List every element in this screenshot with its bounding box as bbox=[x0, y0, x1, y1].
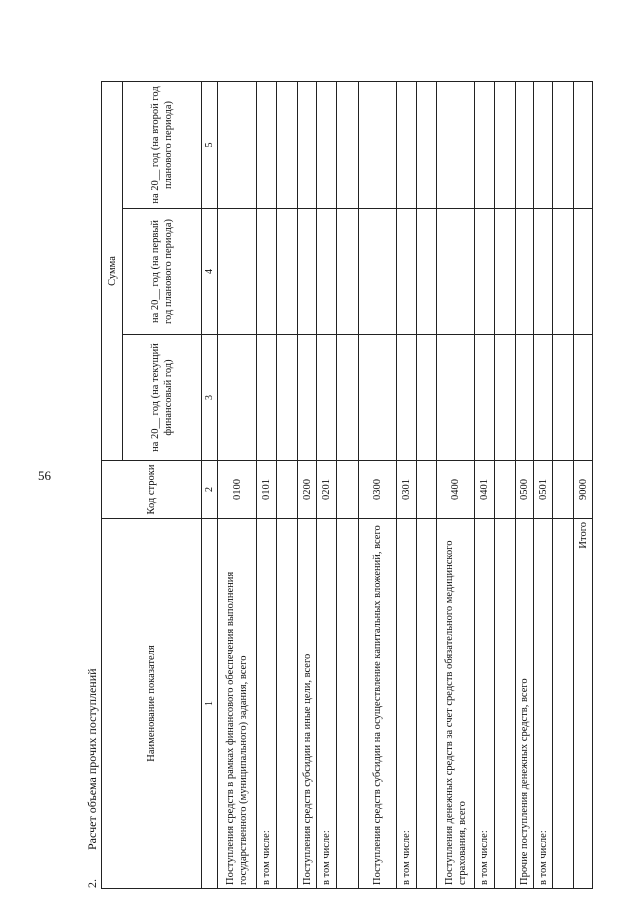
row-code: 0401 bbox=[475, 461, 495, 519]
value-cell bbox=[495, 335, 516, 461]
value-cell bbox=[475, 335, 495, 461]
table-row bbox=[277, 81, 298, 888]
value-cell bbox=[417, 335, 437, 461]
value-cell bbox=[277, 335, 298, 461]
row-code: 0500 bbox=[516, 461, 534, 519]
value-cell bbox=[218, 209, 257, 335]
table-row bbox=[475, 81, 495, 888]
table-row bbox=[495, 81, 516, 888]
row-name: Поступления денежных средств за счет средств обязательного медицинского страхования, всего bbox=[437, 519, 475, 889]
header-name: Наименование показателя bbox=[102, 519, 202, 889]
row-name bbox=[277, 519, 298, 889]
row-code bbox=[417, 461, 437, 519]
total-code: 9000 bbox=[574, 461, 593, 519]
value-cell bbox=[574, 81, 593, 208]
row-code: 0400 bbox=[437, 461, 475, 519]
value-cell bbox=[516, 209, 534, 335]
column-number: 1 bbox=[202, 519, 218, 889]
value-cell bbox=[257, 335, 277, 461]
row-code bbox=[337, 461, 359, 519]
value-cell bbox=[534, 335, 553, 461]
row-name: Прочие поступления денежных средств, всего bbox=[516, 519, 534, 889]
value-cell bbox=[337, 81, 359, 208]
row-code: 0301 bbox=[397, 461, 417, 519]
value-cell bbox=[553, 81, 574, 208]
value-cell bbox=[277, 209, 298, 335]
section-heading bbox=[85, 668, 100, 888]
value-cell bbox=[218, 335, 257, 461]
value-cell bbox=[359, 335, 397, 461]
table-row bbox=[417, 81, 437, 888]
value-cell bbox=[475, 209, 495, 335]
row-name: в том числе: bbox=[475, 519, 495, 889]
row-code bbox=[495, 461, 516, 519]
row-code: 0300 bbox=[359, 461, 397, 519]
value-cell bbox=[317, 335, 337, 461]
value-cell bbox=[553, 335, 574, 461]
value-cell bbox=[337, 209, 359, 335]
value-cell bbox=[437, 81, 475, 208]
table-row bbox=[337, 81, 359, 888]
row-name bbox=[337, 519, 359, 889]
header-year-second: на 20__ год (на второй год планового периода) bbox=[123, 81, 202, 208]
value-cell bbox=[317, 209, 337, 335]
value-cell bbox=[298, 335, 317, 461]
table-row bbox=[534, 81, 553, 888]
value-cell bbox=[298, 209, 317, 335]
header-year-current: на 20__ год (на текущий финансовый год) bbox=[123, 335, 202, 461]
table-row bbox=[516, 81, 534, 888]
section-number: 2. bbox=[85, 879, 99, 888]
value-cell bbox=[337, 335, 359, 461]
row-name: Поступления средств субсидии на иные цели, всего bbox=[298, 519, 317, 889]
value-cell bbox=[516, 335, 534, 461]
table-row bbox=[397, 81, 417, 888]
column-number: 3 bbox=[202, 335, 218, 461]
rotated-page-content bbox=[85, 75, 625, 895]
header-year-first: на 20__ год (на первый год планового периода) bbox=[123, 209, 202, 335]
table-row bbox=[317, 81, 337, 888]
value-cell bbox=[574, 335, 593, 461]
header-sum: Сумма bbox=[102, 81, 123, 460]
value-cell bbox=[534, 81, 553, 208]
table-row bbox=[437, 81, 475, 888]
total-label: Итого bbox=[574, 519, 593, 889]
table-row bbox=[218, 81, 257, 888]
page-number: 56 bbox=[38, 468, 51, 483]
row-name: Поступления средств в рамках финансового обеспечения выполнения государственного (муниципального) задания, всего bbox=[218, 519, 257, 889]
value-cell bbox=[417, 209, 437, 335]
row-name: Поступления средств субсидии на осуществление капитальных вложений, всего bbox=[359, 519, 397, 889]
row-name: в том числе: bbox=[257, 519, 277, 889]
value-cell bbox=[397, 335, 417, 461]
value-cell bbox=[553, 209, 574, 335]
column-number-row bbox=[202, 81, 218, 888]
value-cell bbox=[397, 81, 417, 208]
value-cell bbox=[257, 81, 277, 208]
row-name: в том числе: bbox=[317, 519, 337, 889]
value-cell bbox=[359, 209, 397, 335]
row-name: в том числе: bbox=[397, 519, 417, 889]
row-code: 0101 bbox=[257, 461, 277, 519]
value-cell bbox=[298, 81, 317, 208]
value-cell bbox=[516, 81, 534, 208]
row-code: 0100 bbox=[218, 461, 257, 519]
value-cell bbox=[218, 81, 257, 208]
table-row bbox=[257, 81, 277, 888]
row-code: 0201 bbox=[317, 461, 337, 519]
income-calculation-table bbox=[101, 81, 593, 889]
column-number: 4 bbox=[202, 209, 218, 335]
row-code bbox=[277, 461, 298, 519]
value-cell bbox=[574, 209, 593, 335]
value-cell bbox=[397, 209, 417, 335]
table-row bbox=[553, 81, 574, 888]
column-number: 2 bbox=[202, 461, 218, 519]
value-cell bbox=[359, 81, 397, 208]
value-cell bbox=[317, 81, 337, 208]
value-cell bbox=[495, 81, 516, 208]
section-title: Расчет объема прочих поступлений bbox=[85, 668, 99, 850]
table-row bbox=[359, 81, 397, 888]
column-number: 5 bbox=[202, 81, 218, 208]
row-name bbox=[417, 519, 437, 889]
value-cell bbox=[257, 209, 277, 335]
row-code: 0501 bbox=[534, 461, 553, 519]
value-cell bbox=[277, 81, 298, 208]
row-name: в том числе: bbox=[534, 519, 553, 889]
table-row bbox=[298, 81, 317, 888]
row-code: 0200 bbox=[298, 461, 317, 519]
value-cell bbox=[475, 81, 495, 208]
row-name bbox=[495, 519, 516, 889]
row-code bbox=[553, 461, 574, 519]
value-cell bbox=[495, 209, 516, 335]
header-code: Код строки bbox=[102, 461, 202, 519]
total-row bbox=[574, 81, 593, 888]
value-cell bbox=[534, 209, 553, 335]
row-name bbox=[553, 519, 574, 889]
value-cell bbox=[417, 81, 437, 208]
value-cell bbox=[437, 335, 475, 461]
value-cell bbox=[437, 209, 475, 335]
